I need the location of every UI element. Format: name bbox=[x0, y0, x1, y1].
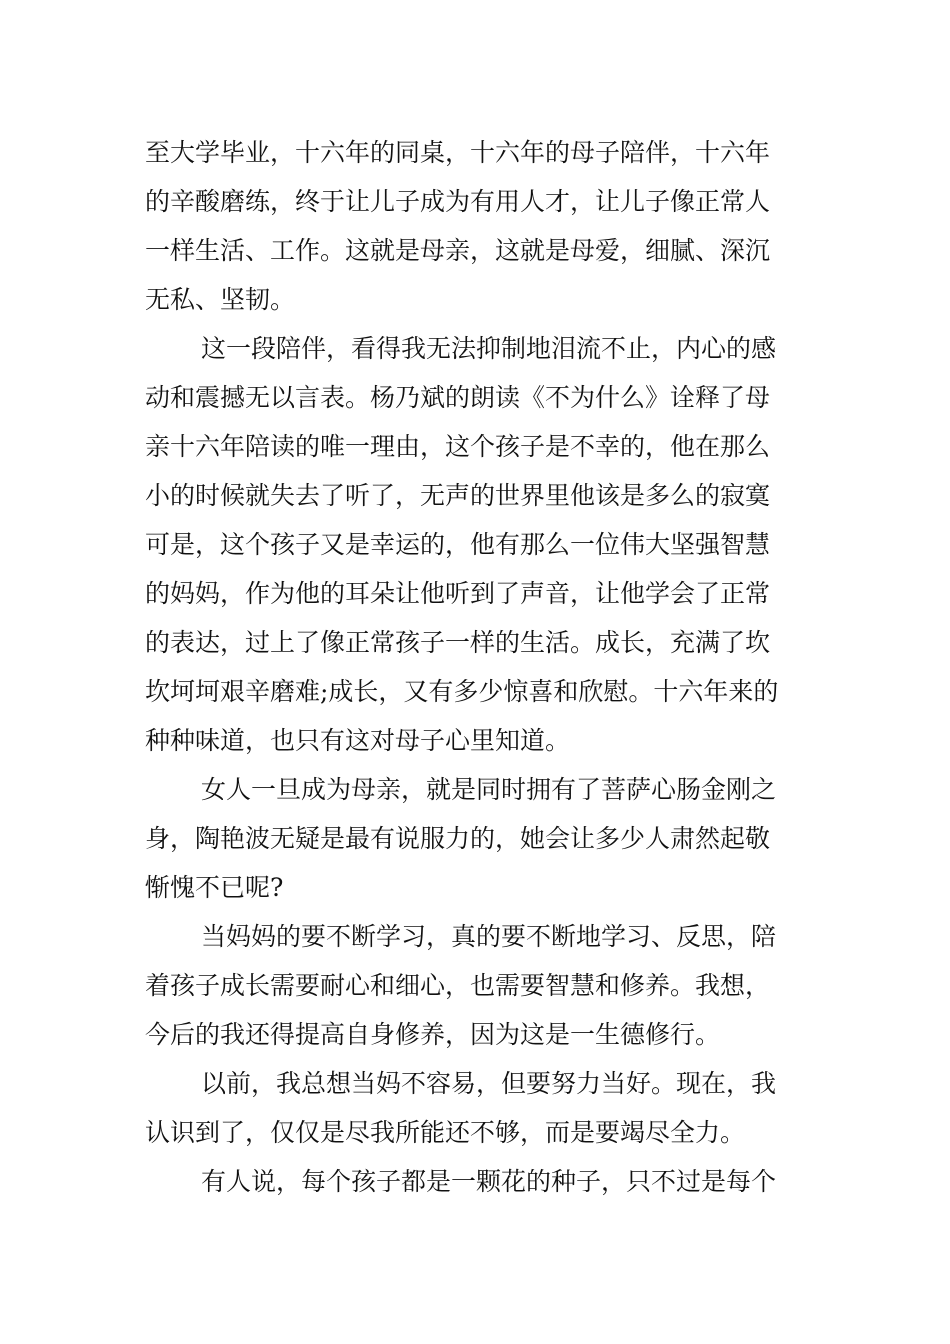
text-line: 无私、坚韧。 bbox=[145, 285, 296, 314]
text-line: 至大学毕业，十六年的同桌，十六年的母子陪伴，十六年 bbox=[145, 138, 771, 167]
text-line: 坎坷坷艰辛磨难;成长，又有多少惊喜和欣慰。十六年来的 bbox=[145, 677, 779, 706]
paragraph-first-line: 以前，我总想当妈不容易，但要努力当好。现在，我 bbox=[201, 1069, 777, 1098]
text-line: 身，陶艳波无疑是最有说服力的，她会让多少人肃然起敬 bbox=[145, 824, 771, 853]
text-line: 的表达，过上了像正常孩子一样的生活。成长，充满了坎 bbox=[145, 628, 771, 657]
text-line: 的妈妈，作为他的耳朵让他听到了声音，让他学会了正常 bbox=[145, 579, 771, 608]
text-line: 认识到了，仅仅是尽我所能还不够，而是要竭尽全力。 bbox=[145, 1118, 746, 1147]
paragraph-first-line: 这一段陪伴，看得我无法抑制地泪流不止，内心的感 bbox=[201, 334, 777, 363]
paragraph-first-line: 女人一旦成为母亲，就是同时拥有了菩萨心肠金刚之 bbox=[201, 775, 777, 804]
text-line: 的辛酸磨练，终于让儿子成为有用人才，让儿子像正常人 bbox=[145, 187, 771, 216]
text-line: 小的时候就失去了听了，无声的世界里他该是多么的寂寞 bbox=[145, 481, 771, 510]
article-body bbox=[145, 128, 815, 1206]
text-line: 可是，这个孩子又是幸运的，他有那么一位伟大坚强智慧 bbox=[145, 530, 771, 559]
text-line: 亲十六年陪读的唯一理由，这个孩子是不幸的，他在那么 bbox=[145, 432, 771, 461]
text-line: 动和震撼无以言表。杨乃斌的朗读《不为什么》诠释了母 bbox=[145, 383, 771, 412]
text-line: 惭愧不已呢? bbox=[145, 873, 284, 902]
paragraph-first-line: 当妈妈的要不断学习，真的要不断地学习、反思，陪 bbox=[201, 922, 777, 951]
paragraph-first-line: 有人说，每个孩子都是一颗花的种子，只不过是每个 bbox=[201, 1167, 777, 1196]
text-line: 今后的我还得提高自身修养，因为这是一生德修行。 bbox=[145, 1020, 721, 1049]
text-line: 种种味道，也只有这对母子心里知道。 bbox=[145, 726, 571, 755]
text-line: 一样生活、工作。这就是母亲，这就是母爱，细腻、深沉 bbox=[145, 236, 771, 265]
text-line: 着孩子成长需要耐心和细心，也需要智慧和修养。我想， bbox=[145, 971, 771, 1000]
